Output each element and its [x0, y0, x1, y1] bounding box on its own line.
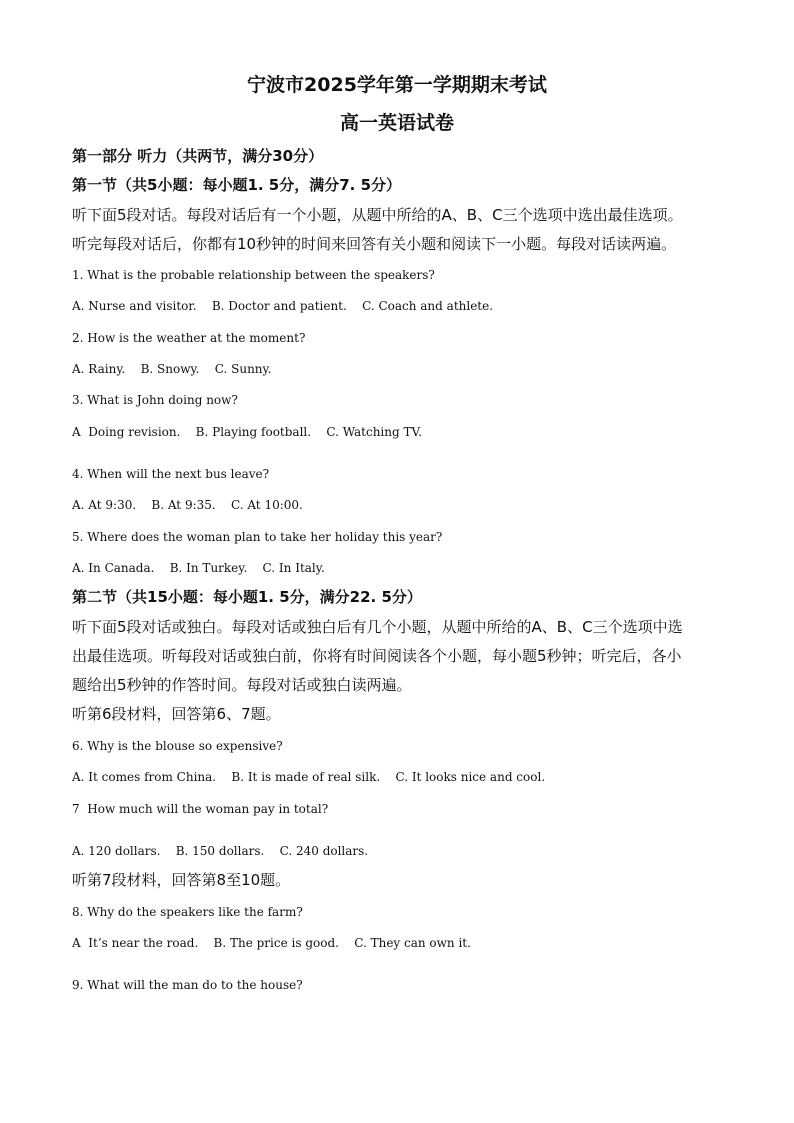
question-9: 9. What will the man do to the house? — [72, 978, 303, 992]
question-5-options: A. In Canada. B. In Turkey. C. In Italy. — [72, 561, 325, 575]
question-2: 2. How is the weather at the moment? — [72, 331, 306, 345]
section2-instruction-line: 听下面5段对话或独白。每段对话或独白后有几个小题，从题中所给的A、B、C三个选项中选 — [72, 618, 683, 636]
exam-title: 宁波市2025学年第一学期期末考试 — [247, 74, 547, 96]
question-3: 3. What is John doing now? — [72, 393, 238, 407]
question-1-options: A. Nurse and visitor. B. Doctor and patient. C. Coach and athlete. — [72, 299, 494, 313]
question-3-options: A Doing revision. B. Playing football. C. Watching TV. — [72, 425, 422, 439]
material-6-heading: 听第6段材料，回答第6、7题。 — [72, 705, 281, 723]
section1-instruction-line: 听下面5段对话。每段对话后有一个小题，从题中所给的A、B、C三个选项中选出最佳选项。 — [72, 206, 683, 224]
question-4: 4. When will the next bus leave? — [72, 467, 270, 481]
question-8: 8. Why do the speakers like the farm? — [72, 905, 303, 919]
question-1: 1. What is the probable relationship between the speakers? — [72, 268, 435, 282]
section2-heading: 第二节（共15小题：每小题1. 5分，满分22. 5分） — [72, 588, 422, 606]
question-4-options: A. At 9:30. B. At 9:35. C. At 10:00. — [72, 498, 303, 512]
question-6: 6. Why is the blouse so expensive? — [72, 739, 283, 753]
section1-heading: 第一节（共5小题：每小题1. 5分，满分7. 5分） — [72, 176, 402, 194]
question-8-options: A It’s near the road. B. The price is good. C. They can own it. — [72, 936, 471, 950]
question-7-options: A. 120 dollars. B. 150 dollars. C. 240 dollars. — [72, 844, 369, 858]
question-5: 5. Where does the woman plan to take her holiday this year? — [72, 530, 443, 544]
section2-instruction-line: 出最佳选项。听每段对话或独白前，你将有时间阅读各个小题，每小题5秒钟；听完后，各小 — [72, 647, 682, 665]
section2-instruction-line: 题给出5秒钟的作答时间。每段对话或独白读两遍。 — [72, 676, 412, 694]
question-7: 7 How much will the woman pay in total? — [72, 802, 329, 816]
part1-heading: 第一部分 听力（共两节，满分30分） — [72, 147, 324, 165]
question-2-options: A. Rainy. B. Snowy. C. Sunny. — [72, 362, 272, 376]
material-7-heading: 听第7段材料，回答第8至10题。 — [72, 871, 291, 889]
question-6-options: A. It comes from China. B. It is made of real silk. C. It looks nice and cool. — [72, 770, 546, 784]
section1-instruction-line: 听完每段对话后，你都有10秒钟的时间来回答有关小题和阅读下一小题。每段对话读两遍。 — [72, 235, 677, 253]
exam-subtitle: 高一英语试卷 — [339, 112, 454, 134]
